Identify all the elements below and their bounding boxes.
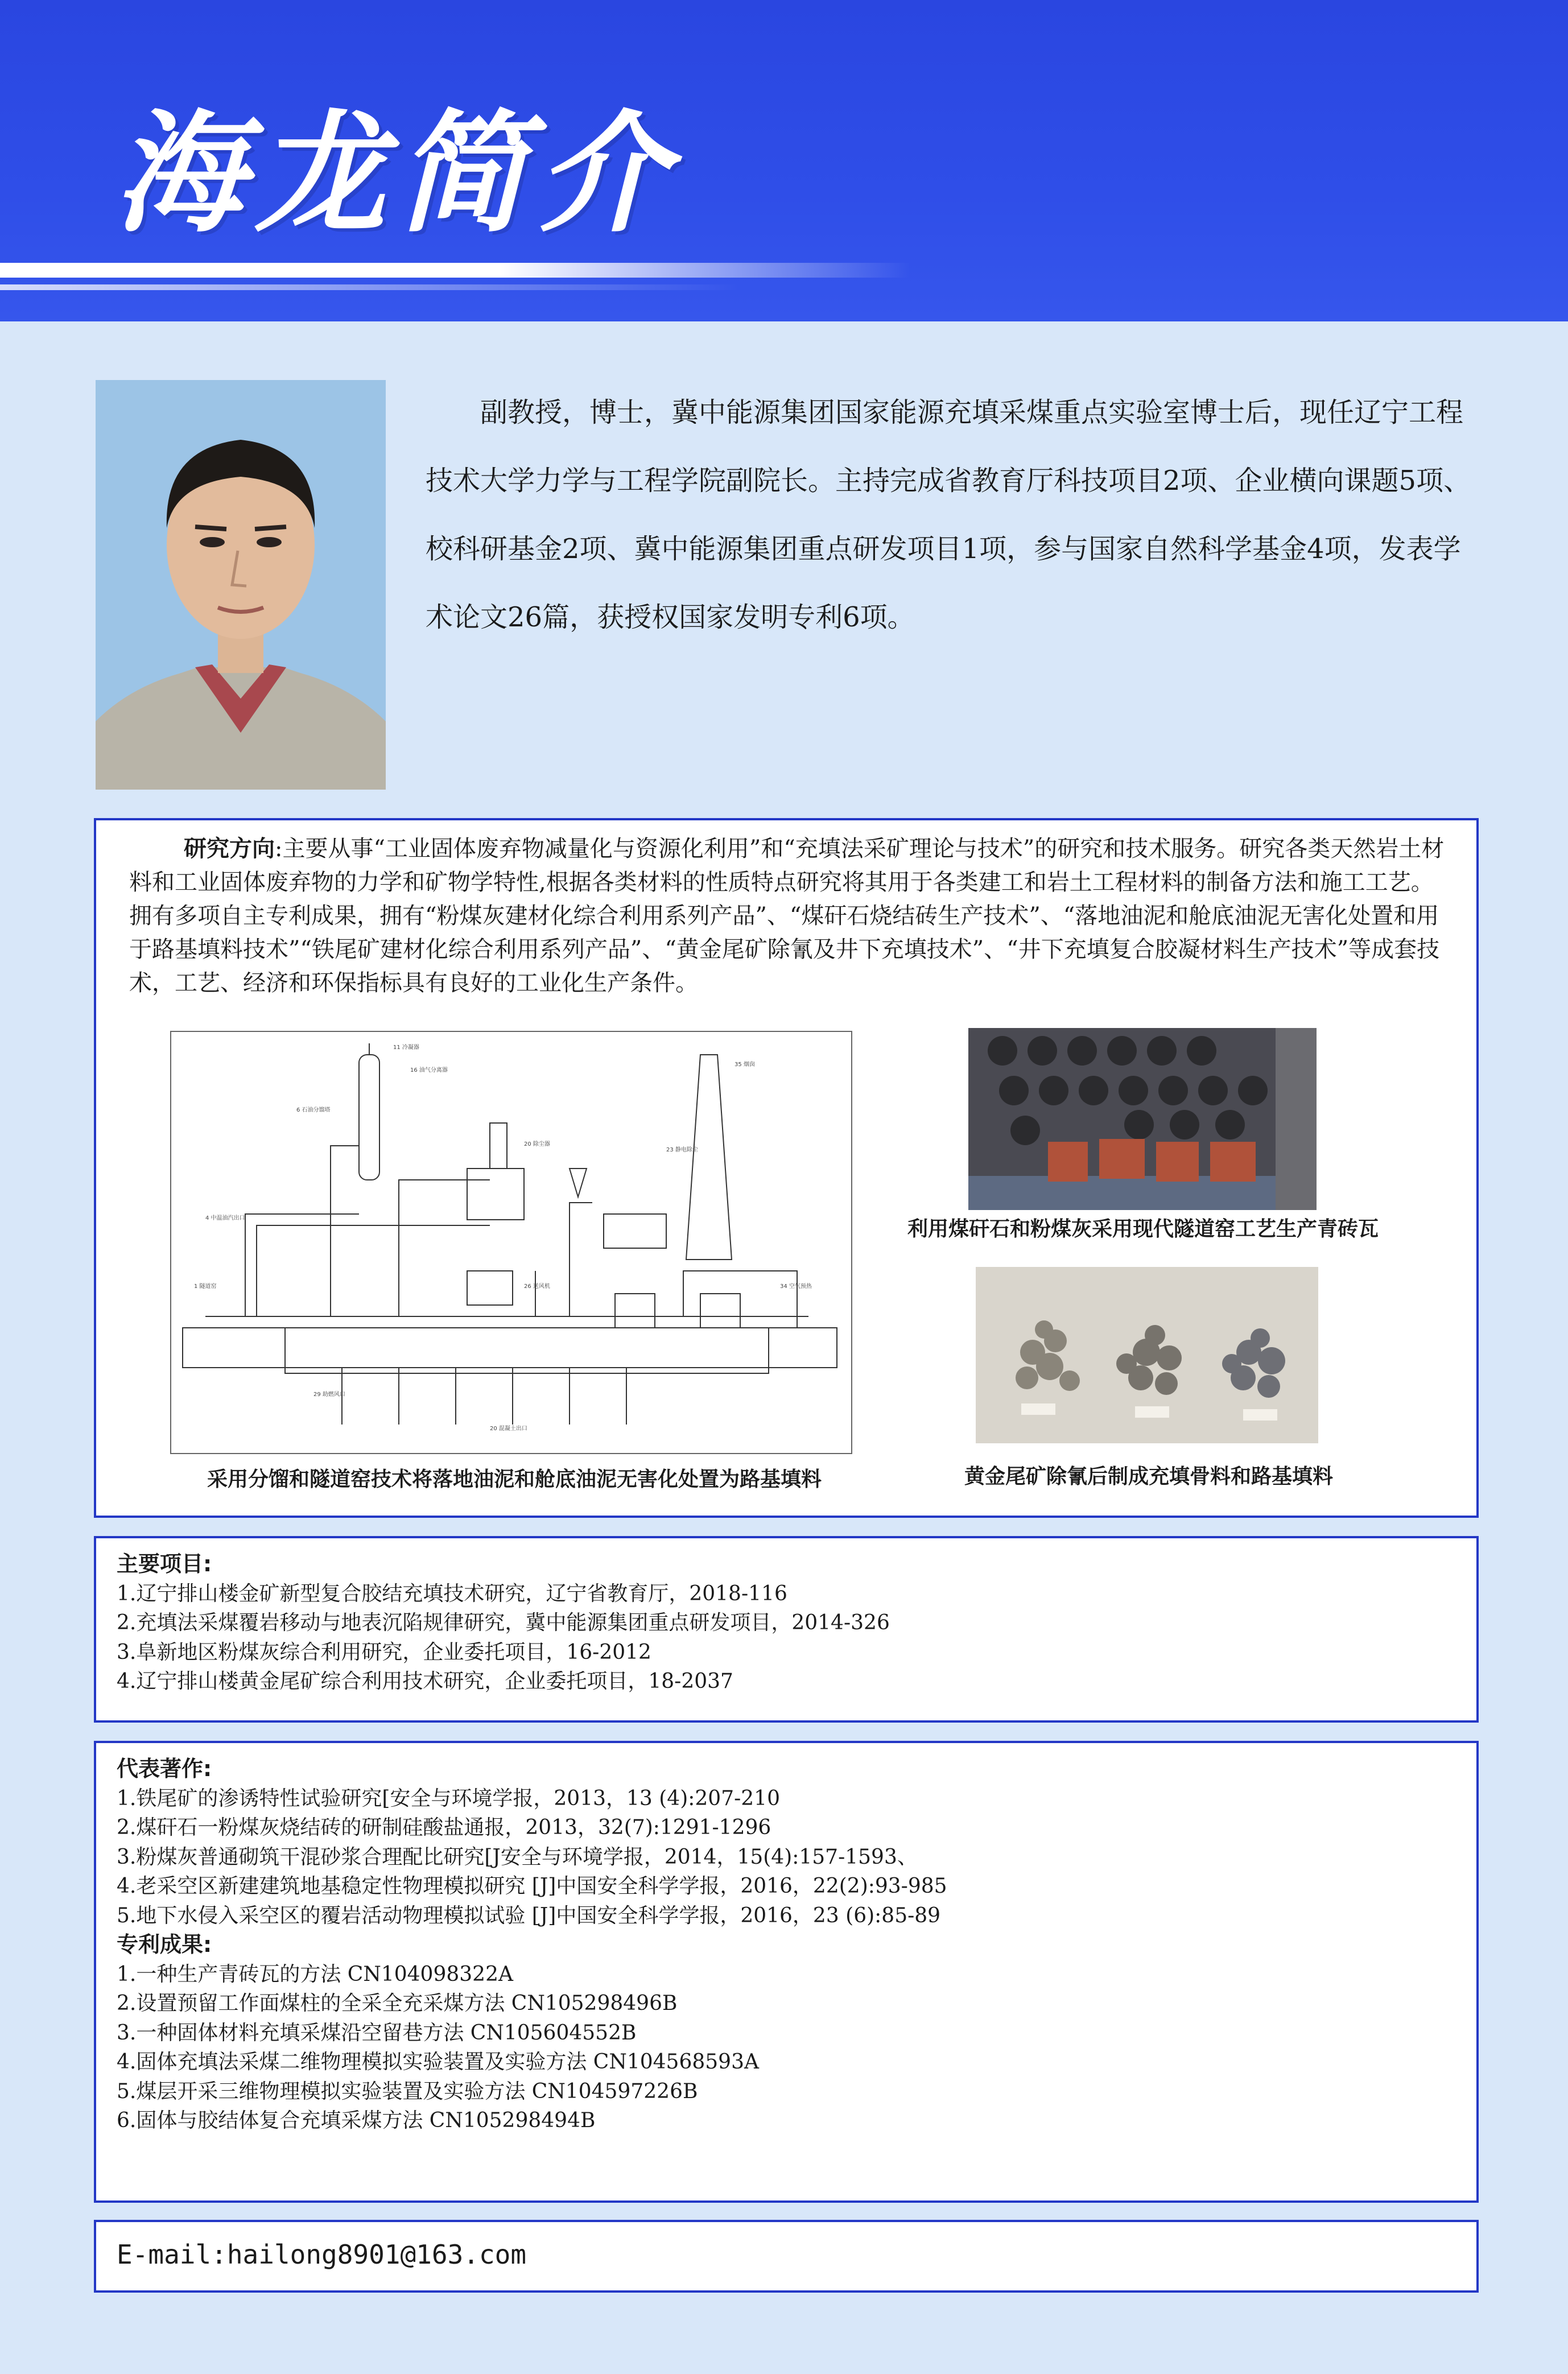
svg-text:11 冷凝器: 11 冷凝器	[393, 1044, 419, 1051]
intro-paragraph: 副教授，博士，冀中能源集团国家能源充填采煤重点实验室博士后，现任辽宁工程技术大学力学与工程学院副院长。主持完成省教育厅科技项目2项、企业横向课题5项、校科研基金2项、冀中能源集团重点研发项目1项，参与国家自然科学基金4项，发表学术论文26篇，获授权国家发明专利6项。	[426, 397, 1471, 633]
list-item: 4.辽宁排山楼黄金尾矿综合利用技术研究，企业委托项目，18-2037	[117, 1670, 733, 1693]
page-title: 海龙简介	[114, 97, 678, 250]
diagram-caption: 采用分馏和隧道窑技术将落地油泥和舱底油泥无害化处置为路基填料	[207, 1467, 822, 1491]
svg-text:16 油气分离器: 16 油气分离器	[410, 1067, 448, 1074]
svg-text:4 中温油汽出口: 4 中温油汽出口	[205, 1215, 245, 1221]
list-item: 4.固体充填法采煤二维物理模拟实验装置及实验方法 CN104568593A	[117, 2050, 759, 2074]
projects-list	[117, 1550, 890, 1696]
brick-samples-photo	[968, 1028, 1317, 1210]
portrait-photo	[96, 380, 386, 790]
list-item: 2.煤矸石一粉煤灰烧结砖的研制硅酸盐通报，2013，32(7):1291-1296	[117, 1816, 771, 1839]
research-section	[94, 818, 1479, 1518]
svg-text:35 烟囱: 35 烟囱	[735, 1062, 755, 1068]
list-item: 5.地下水侵入采空区的覆岩活动物理模拟试验 [J]中国安全科学学报，2016，23 (6):85-89	[117, 1904, 941, 1927]
research-paragraph	[129, 832, 1449, 1000]
tailings-aggregate-photo	[976, 1267, 1318, 1443]
header-stripe-thin	[0, 284, 740, 290]
research-text: :主要从事“工业固体废弃物减量化与资源化利用”和“充填法采矿理论与技术”的研究和技术服务。研究各类天然岩土材料和工业固体废弃物的力学和矿物学特性,根据各类材料的性质特点研究将其用于各类建工和岩土工程材料的制备方法和施工工艺。拥有多项自主专利成果，拥有“粉煤灰建材化综合利用系列产品”、“煤矸石烧结砖生产技术”、“落地油泥和舱底油泥无害化处置和用于路基填料技术”“铁尾矿建材化综合利用系列产品”、“黄金尾矿除氰及井下充填技术”、“井下充填复合胶凝材料生产技术”等成套技术，工艺、经济和环保指标具有良好的工业化生产条件。	[129, 836, 1445, 996]
list-item: 3.一种固体材料充填采煤沿空留巷方法 CN105604552B	[117, 2021, 637, 2045]
header-banner	[0, 0, 1568, 321]
works-list	[117, 1754, 947, 2136]
research-label: 研究方向	[184, 835, 275, 862]
projects-heading: 主要项目:	[117, 1551, 212, 1576]
photo1-caption: 利用煤矸石和粉煤灰采用现代隧道窑工艺生产青砖瓦	[907, 1217, 1379, 1241]
projects-section	[94, 1536, 1479, 1723]
list-item: 2.充填法采煤覆岩移动与地表沉陷规律研究，冀中能源集团重点研发项目，2014-326	[117, 1611, 890, 1634]
works-heading: 代表著作:	[117, 1756, 212, 1781]
list-item: 3.粉煤灰普通砌筑干混砂浆合理配比研究[J安全与环境学报，2014，15(4):157-1593、	[117, 1845, 918, 1869]
svg-text:23 静电除尘: 23 静电除尘	[666, 1147, 698, 1153]
process-diagram	[170, 1031, 852, 1454]
photo2-caption: 黄金尾矿除氰后制成充填骨料和路基填料	[964, 1464, 1333, 1488]
svg-text:29 助燃风口: 29 助燃风口	[313, 1392, 345, 1398]
patents-heading: 专利成果:	[117, 1932, 212, 1957]
svg-text:20 混凝土出口: 20 混凝土出口	[490, 1426, 527, 1432]
publications-section	[94, 1741, 1479, 2203]
contact-section	[94, 2220, 1479, 2293]
header-stripe	[0, 263, 910, 278]
svg-text:1 隧道窑: 1 隧道窑	[194, 1283, 217, 1290]
svg-text:20 除尘器: 20 除尘器	[524, 1141, 550, 1147]
email-address[interactable]: E-mail:hailong8901@163.com	[117, 2239, 527, 2270]
svg-text:34 空气预热: 34 空气预热	[780, 1283, 812, 1290]
svg-text:6 石油分馏塔: 6 石油分馏塔	[296, 1107, 331, 1113]
list-item: 1.铁尾矿的渗诱特性试验研究[安全与环境学报，2013，13 (4):207-210	[117, 1786, 780, 1810]
list-item: 1.辽宁排山楼金矿新型复合胶结充填技术研究，辽宁省教育厅，2018-116	[117, 1582, 787, 1605]
svg-text:26 送风机: 26 送风机	[524, 1283, 550, 1290]
list-item: 4.老采空区新建建筑地基稳定性物理模拟研究 [J]中国安全科学学报，2016，22(2):93-985	[117, 1875, 947, 1898]
list-item: 6.固体与胶结体复合充填采煤方法 CN105298494B	[117, 2109, 596, 2132]
list-item: 5.煤层开采三维物理模拟实验装置及实验方法 CN104597226B	[117, 2079, 698, 2103]
list-item: 1.一种生产青砖瓦的方法 CN104098322A	[117, 1962, 513, 1986]
list-item: 2.设置预留工作面煤柱的全采全充采煤方法 CN105298496B	[117, 1992, 678, 2015]
list-item: 3.阜新地区粉煤灰综合利用研究，企业委托项目，16-2012	[117, 1640, 651, 1664]
